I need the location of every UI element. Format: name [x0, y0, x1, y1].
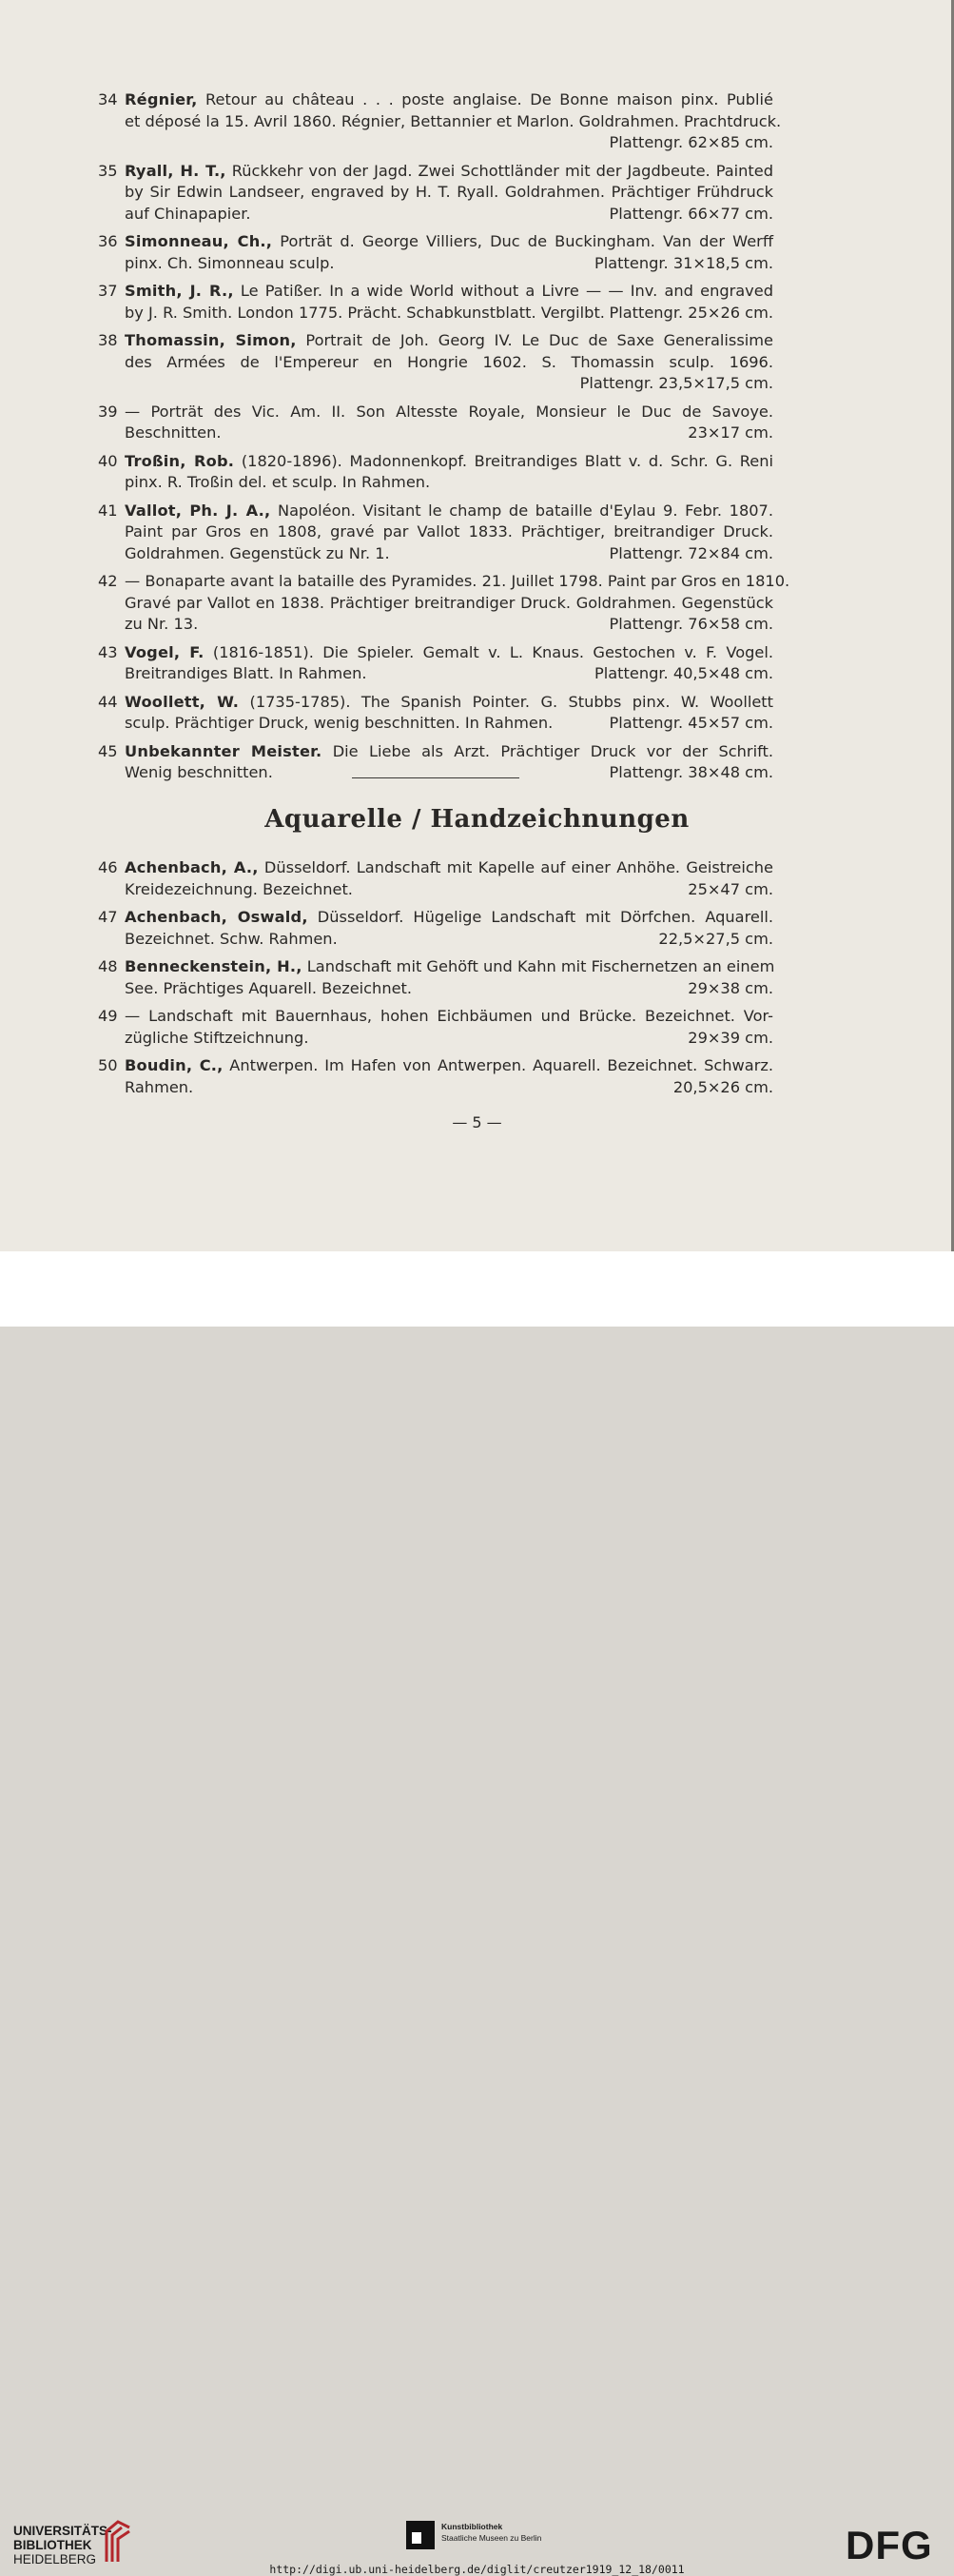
entry-line	[98, 182, 773, 204]
entry-description: (1816-1851). Die Spieler. Gemalt v. L. Knaus. Gestochen v. F. Vogel.	[204, 642, 773, 661]
entry-text	[125, 231, 773, 253]
entry-description: — Bonaparte avant la bataille des Pyramides. 21. Juillet 1798. Paint par Gros en 1810.	[125, 572, 790, 590]
entry-description: Retour au château . . . poste anglaise. De Bonne maison pinx. Publié	[197, 90, 773, 108]
entry-description: zügliche Stiftzeichnung.	[125, 1028, 309, 1047]
entry-number: 38	[98, 331, 118, 349]
entry-text	[125, 1028, 593, 1050]
entry-line	[98, 111, 782, 133]
catalog-entry	[98, 571, 790, 636]
entry-description: Goldrahmen. Gegenstück zu Nr. 1.	[125, 543, 390, 562]
entry-description: et déposé la 15. Avril 1860. Régnier, Bettannier et Marlon. Goldrahmen. Prachtdruck.	[125, 111, 782, 130]
entry-text	[125, 451, 773, 473]
dfg-logo: DFG	[846, 2523, 933, 2567]
entry-line	[98, 692, 773, 714]
entry-description: Breitrandiges Blatt. In Rahmen.	[125, 664, 367, 682]
entry-number: 41	[98, 501, 118, 520]
entry-number: 40	[98, 451, 118, 470]
entry-text	[125, 1006, 773, 1028]
source-url[interactable]: http://digi.ub.uni-heidelberg.de/diglit/creutzer1919_12_18/0011	[269, 2563, 685, 2576]
entry-line	[98, 663, 773, 685]
entry-description: zu Nr. 13.	[125, 615, 199, 633]
ub-heidelberg-logo-icon	[99, 2518, 137, 2564]
entry-text	[125, 614, 593, 636]
entry-dimensions: 29×39 cm.	[688, 1028, 773, 1047]
entry-number: 47	[98, 908, 118, 926]
entry-text	[125, 161, 773, 183]
ub-line-3: HEIDELBERG	[13, 2552, 97, 2566]
entry-dimensions: Plattengr. 62×85 cm.	[609, 133, 773, 151]
entry-line	[98, 1006, 773, 1028]
catalog-entry	[98, 402, 773, 444]
catalog-entry	[98, 857, 773, 900]
entry-artist: Ryall, H. T.,	[125, 161, 226, 180]
entry-line	[98, 281, 773, 303]
entry-text	[125, 423, 593, 444]
entry-dimensions: Plattengr. 72×84 cm.	[609, 543, 773, 562]
kunstbibliothek-logo-icon	[406, 2521, 435, 2549]
catalog-entry	[98, 231, 773, 274]
digitization-footer	[0, 1251, 954, 2576]
catalog-entry	[98, 281, 773, 324]
entry-text	[125, 663, 593, 685]
entry-description: Kreidezeichnung. Bezeichnet.	[125, 879, 353, 898]
ub-line-2: BIBLIOTHEK	[13, 2538, 92, 2552]
entry-description: Wenig beschnitten.	[125, 763, 273, 781]
entry-dimensions: Plattengr. 25×26 cm.	[609, 303, 773, 322]
entry-text	[125, 281, 773, 303]
entry-artist: Boudin, C.,	[125, 1056, 224, 1074]
entry-text	[125, 501, 773, 522]
entry-description: Gravé par Vallot en 1838. Prächtiger breitrandiger Druck. Goldrahmen. Gegenstück	[125, 593, 773, 612]
entry-text	[125, 571, 790, 593]
entry-number: 37	[98, 282, 118, 300]
catalog-entry	[98, 956, 773, 999]
entry-description: Napoléon. Visitant le champ de bataille d'Eylau 9. Febr. 1807.	[270, 501, 774, 520]
catalog-entry	[98, 451, 773, 494]
entry-text	[125, 253, 593, 275]
entry-description: des Armées de l'Empereur en Hongrie 1602. S. Thomassin sculp. 1696.	[125, 352, 773, 371]
entry-artist: Unbekannter Meister.	[125, 741, 322, 760]
entry-number: 39	[98, 402, 118, 421]
entry-description: Le Patißer. In a wide World without a Livre — — Inv. and engraved	[233, 282, 773, 300]
entry-line	[98, 762, 773, 784]
entry-line	[98, 571, 790, 593]
catalog-entry	[98, 692, 773, 735]
entry-line	[98, 642, 773, 664]
entry-number: 35	[98, 161, 118, 180]
entry-number: 36	[98, 232, 118, 250]
entry-text	[125, 472, 773, 494]
entry-line	[98, 879, 773, 901]
entry-text	[125, 692, 773, 714]
entry-artist: Achenbach, A.,	[125, 858, 259, 876]
entry-text	[125, 879, 593, 901]
entry-dimensions: Plattengr. 45×57 cm.	[609, 714, 773, 732]
entry-artist: Vogel, F.	[125, 642, 204, 661]
entry-text	[125, 713, 593, 735]
entry-dimensions: 25×47 cm.	[688, 879, 773, 898]
ub-line-1: UNIVERSITÄTS-	[13, 2524, 112, 2538]
entry-number: 44	[98, 692, 118, 711]
entry-text	[125, 402, 773, 423]
entry-text	[125, 907, 773, 929]
entry-artist: Smith, J. R.,	[125, 282, 234, 300]
entry-line	[98, 373, 773, 395]
entry-text	[125, 929, 593, 951]
catalog-entry	[98, 907, 773, 950]
entry-line	[98, 543, 773, 565]
entry-text	[125, 1055, 773, 1077]
entry-text	[125, 111, 782, 133]
entry-line	[98, 521, 773, 543]
entry-text	[125, 182, 773, 204]
catalog-entry	[98, 161, 773, 226]
entry-line	[98, 1055, 773, 1077]
entry-dimensions: Plattengr. 66×77 cm.	[609, 204, 773, 223]
entry-dimensions: Plattengr. 38×48 cm.	[609, 763, 773, 781]
entry-line	[98, 89, 773, 111]
entry-line	[98, 132, 773, 154]
entry-line	[98, 956, 773, 978]
entry-description: auf Chinapapier.	[125, 204, 251, 223]
catalog-entry	[98, 642, 773, 685]
entry-number: 45	[98, 741, 118, 760]
entry-description: pinx. Ch. Simonneau sculp.	[125, 253, 335, 272]
entry-artist: Woollett, W.	[125, 692, 240, 711]
entry-description: by Sir Edwin Landseer, engraved by H. T. Ryall. Goldrahmen. Prächtiger Frühdruck	[125, 183, 773, 201]
entry-line	[98, 253, 773, 275]
entry-dimensions: 22,5×27,5 cm.	[658, 929, 773, 948]
entry-line	[98, 978, 773, 1000]
kunstbibliothek-label	[441, 2521, 541, 2544]
entry-line	[98, 929, 773, 951]
ub-heidelberg-label	[13, 2524, 112, 2566]
entry-artist: Achenbach, Oswald,	[125, 908, 308, 926]
entry-description: Beschnitten.	[125, 423, 222, 442]
entry-text	[125, 521, 773, 543]
entry-line	[98, 857, 773, 879]
entry-text	[125, 642, 773, 664]
entry-text	[125, 543, 593, 565]
entry-description: Düsseldorf. Hügelige Landschaft mit Dörfchen. Aquarell.	[307, 908, 773, 926]
entry-line	[98, 593, 773, 615]
entry-description: Antwerpen. Im Hafen von Antwerpen. Aquarell. Bezeichnet. Schwarz.	[223, 1056, 773, 1074]
entry-line	[98, 713, 773, 735]
entry-line	[98, 402, 773, 423]
entry-description: sculp. Prächtiger Druck, wenig beschnitten. In Rahmen.	[125, 714, 554, 732]
kb-line-2: Staatliche Museen zu Berlin	[441, 2533, 542, 2543]
entry-description: Landschaft mit Gehöft und Kahn mit Fischernetzen an einem	[302, 957, 775, 975]
entry-line	[98, 303, 773, 324]
entry-text	[125, 330, 773, 352]
entry-text	[125, 352, 773, 374]
entry-description: Rückkehr von der Jagd. Zwei Schottländer mit der Jagdbeute. Painted	[225, 161, 773, 180]
entry-line	[98, 741, 773, 763]
entry-description: Paint par Gros en 1808, gravé par Vallot 1833. Prächtiger, breitrandiger Druck.	[125, 522, 773, 541]
entry-line	[98, 352, 773, 374]
entry-description: Bezeichnet. Schw. Rahmen.	[125, 929, 338, 948]
entry-description: — Porträt des Vic. Am. II. Son Altesste Royale, Monsieur le Duc de Savoye.	[125, 402, 773, 421]
entry-line	[98, 472, 773, 494]
entry-artist: Benneckenstein, H.,	[125, 957, 302, 975]
entry-description: Porträt d. George Villiers, Duc de Buckingham. Van der Werff	[272, 232, 773, 250]
entry-text	[125, 741, 773, 763]
entry-description: See. Prächtiges Aquarell. Bezeichnet.	[125, 978, 413, 997]
catalog-entry	[98, 501, 773, 565]
entry-line	[98, 451, 773, 473]
entry-description: (1820-1896). Madonnenkopf. Breitrandiges Blatt v. d. Schr. G. Reni	[234, 451, 774, 470]
entry-description: Rahmen.	[125, 1077, 194, 1096]
section-heading: Aquarelle / Handzeichnungen	[264, 805, 690, 834]
entry-line	[98, 330, 773, 352]
entry-artist: Vallot, Ph. J. A.,	[125, 501, 271, 520]
entry-line	[98, 231, 773, 253]
entry-dimensions: Plattengr. 23,5×17,5 cm.	[579, 374, 773, 392]
entry-line	[98, 614, 773, 636]
catalog-entry	[98, 1055, 773, 1098]
entry-artist: Régnier,	[125, 90, 198, 108]
entry-text	[125, 978, 593, 1000]
entry-text	[125, 89, 773, 111]
entry-text	[125, 857, 773, 879]
entry-line	[98, 907, 773, 929]
entry-line	[98, 501, 773, 522]
entry-description: Die Liebe als Arzt. Prächtiger Druck vor der Schrift.	[321, 741, 773, 760]
entry-number: 46	[98, 858, 118, 876]
entry-number: 49	[98, 1007, 118, 1025]
entry-dimensions: Plattengr. 76×58 cm.	[609, 615, 773, 633]
entry-artist: Thomassin, Simon,	[125, 331, 297, 349]
page-number: — 5 —	[452, 1113, 502, 1131]
entry-dimensions: Plattengr. 31×18,5 cm.	[594, 253, 773, 272]
entry-number: 34	[98, 90, 118, 108]
entry-number: 43	[98, 642, 118, 661]
entry-dimensions: 23×17 cm.	[688, 423, 773, 442]
entry-description: by J. R. Smith. London 1775. Prächt. Schabkunstblatt. Vergilbt.	[125, 303, 605, 322]
entry-number: 42	[98, 572, 118, 590]
catalog-entry	[98, 89, 782, 154]
entry-text	[125, 956, 773, 978]
kb-line-1: Kunstbibliothek	[441, 2522, 503, 2531]
catalog-entry	[98, 1006, 773, 1049]
entry-dimensions: 20,5×26 cm.	[672, 1077, 773, 1096]
entry-line	[98, 161, 773, 183]
entry-description: Portrait de Joh. Georg IV. Le Duc de Saxe Generalissime	[296, 331, 773, 349]
section-divider	[352, 777, 519, 778]
entry-line	[98, 1028, 773, 1050]
entry-line	[98, 204, 773, 226]
entry-description: (1735-1785). The Spanish Pointer. G. Stubbs pinx. W. Woollett	[239, 692, 773, 711]
entry-artist: Simonneau, Ch.,	[125, 232, 273, 250]
entry-number: 50	[98, 1056, 118, 1074]
entry-dimensions: 29×38 cm.	[688, 978, 773, 997]
entry-text	[125, 204, 593, 226]
entry-text	[125, 593, 773, 615]
entry-dimensions: Plattengr. 40,5×48 cm.	[594, 664, 773, 682]
entry-text	[125, 762, 593, 784]
entry-description: — Landschaft mit Bauernhaus, hohen Eichbäumen und Brücke. Bezeichnet. Vor-	[125, 1007, 773, 1025]
catalog-entry	[98, 330, 773, 395]
entry-text	[125, 1077, 593, 1099]
entry-number: 48	[98, 957, 118, 975]
entry-artist: Troßin, Rob.	[125, 451, 235, 470]
entry-line	[98, 423, 773, 444]
entry-description: Düsseldorf. Landschaft mit Kapelle auf einer Anhöhe. Geistreiche	[258, 858, 773, 876]
entry-line	[98, 1077, 773, 1099]
entry-description: pinx. R. Troßin del. et sculp. In Rahmen.	[125, 473, 431, 491]
entry-text	[125, 303, 605, 324]
